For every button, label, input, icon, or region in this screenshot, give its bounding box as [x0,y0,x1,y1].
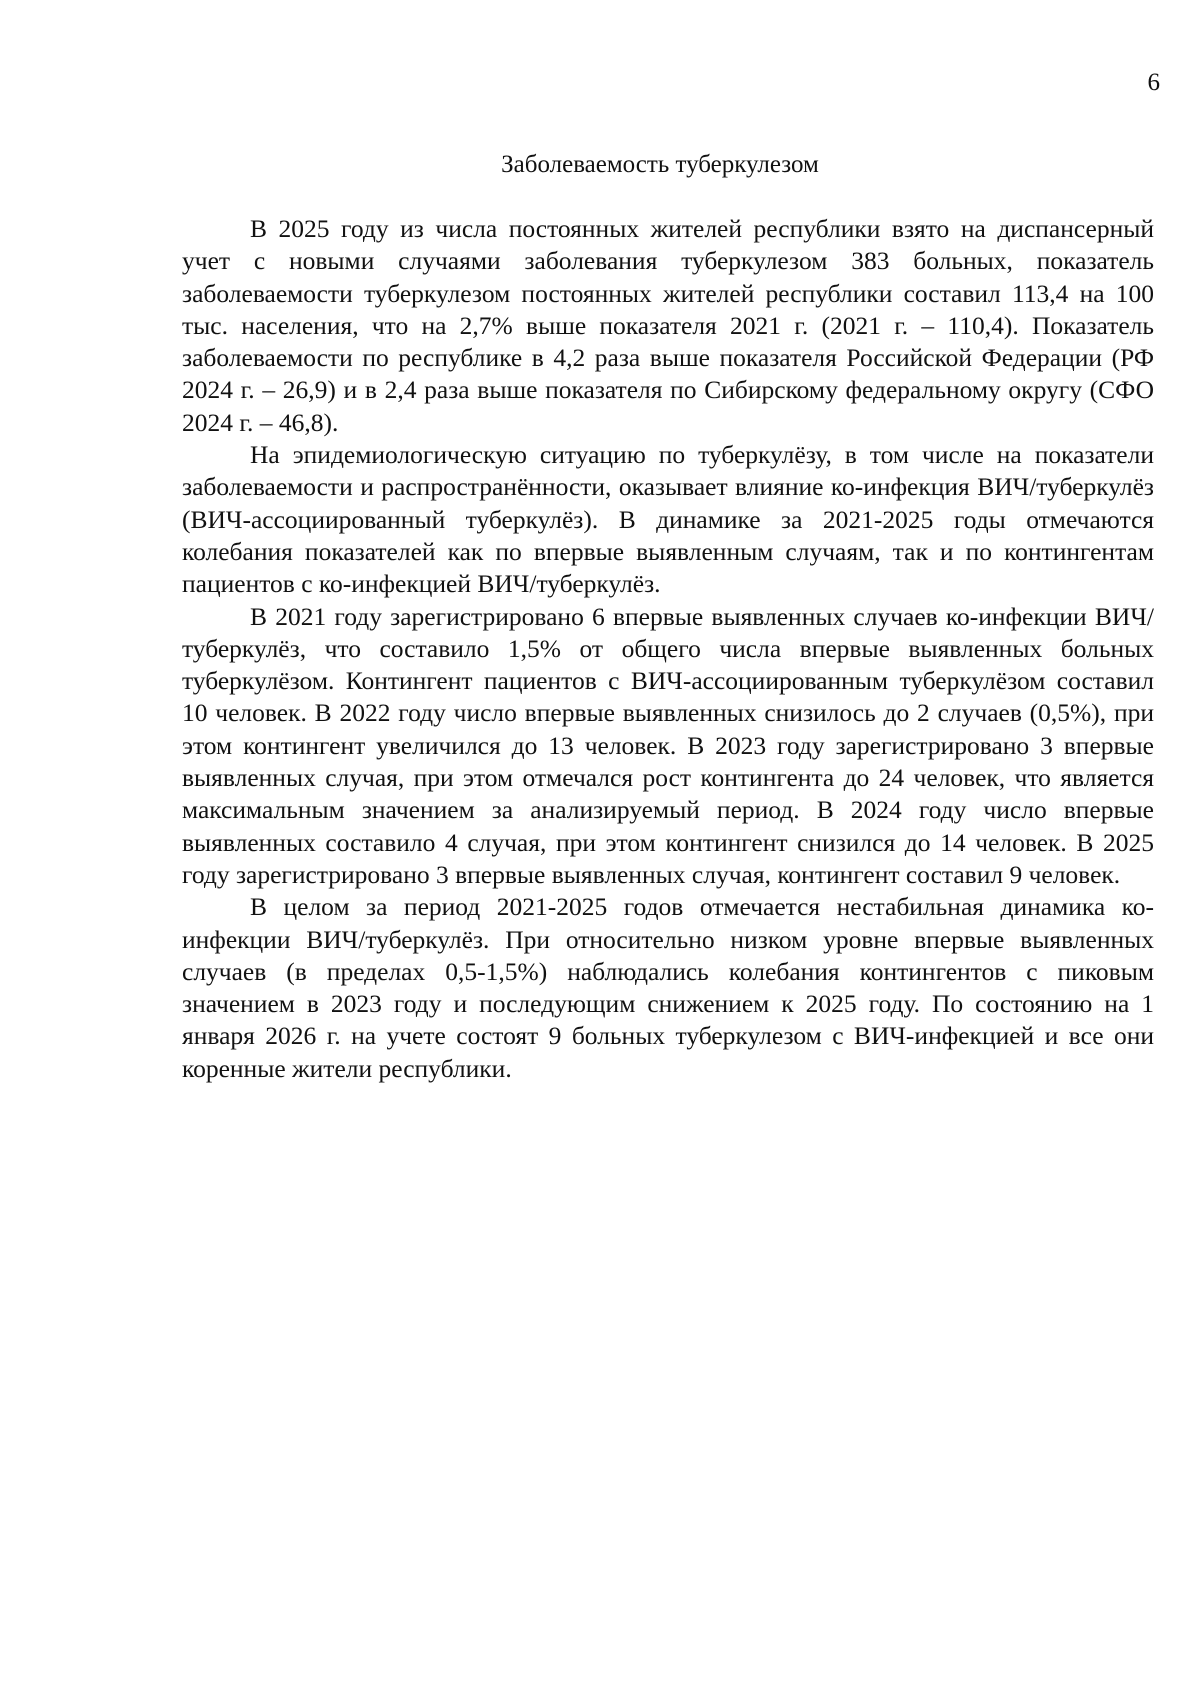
section-heading: Заболеваемость туберкулезом [501,151,819,178]
paragraph-summary: В целом за период 2021-2025 годов отмечается нестабильная динамика ко-инфекции ВИЧ/туберкулёз. При относительно низком уровне впервые выявленных случаев (в пределах 0,5-1,5%) наблюдались колебания контингентов с пиковым значением в 2023 году и последующим снижением к 2025 году. По состоянию на 1 января 2026 г. на учете состоят 9 больных туберкулезом с ВИЧ-инфекцией и все они коренные жители республики. [182,892,1154,1083]
page-number: 6 [1147,69,1160,96]
paragraph-yearly-dynamics: В 2021 году зарегистрировано 6 впервые выявленных случаев ко-инфекции ВИЧ/туберкулёз, что составило 1,5% от общего числа впервые выявленных больных туберкулёзом. Контингент пациентов с ВИЧ-ассоциированным туберкулёзом составил 10 человек. В 2022 году число впервые выявленных снизилось до 2 случаев (0,5%), при этом контингент увеличился до 13 человек. В 2023 году зарегистрировано 3 впервые выявленных случая, при этом отмечался рост контингента до 24 человек, что является максимальным значением за анализируемый период. В 2024 году число впервые выявленных составило 4 случая, при этом контингент снизился до 14 человек. В 2025 году зарегистрировано 3 впервые выявленных случая, контингент составил 9 человек. [182,601,1154,889]
body-text [182,213,1154,1085]
paragraph-coinfection-influence: На эпидемиологическую ситуацию по туберкулёзу, в том числе на показатели заболеваемости и распространённости, оказывает влияние ко-инфекция ВИЧ/туберкулёз (ВИЧ-ассоциированный туберкулёз). В динамике за 2021-2025 годы отмечаются колебания показателей как по впервые выявленным случаям, так и по контингентам пациентов с ко-инфекцией ВИЧ/туберкулёз. [182,440,1154,599]
paragraph-incidence: В 2025 году из числа постоянных жителей республики взято на диспансерный учет с новыми случаями заболевания туберкулезом 383 больных, показатель заболеваемости туберкулезом постоянных жителей республики составил 113,4 на 100 тыс. населения, что на 2,7% выше показателя 2021 г. (2021 г. – 110,4). Показатель заболеваемости по республике в 4,2 раза выше показателя Российской Федерации (РФ 2024 г. – 26,9) и в 2,4 раза выше показателя по Сибирскому федеральному округу (СФО 2024 г. – 46,8). [182,214,1154,437]
